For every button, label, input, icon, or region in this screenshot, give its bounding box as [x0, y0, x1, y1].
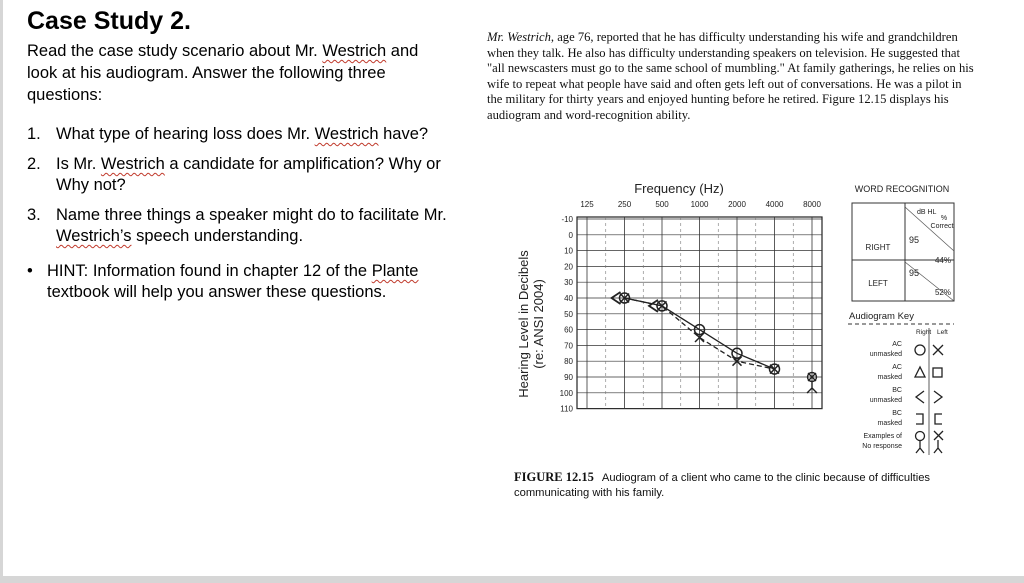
wr-left-label: LEFT — [868, 279, 888, 288]
key-right-header: Right — [916, 329, 932, 336]
hint-text: • HINT: Information found in chapter 12 of the Plante textbook will help you answer these questions. — [27, 262, 419, 301]
word-recognition-panel — [852, 184, 954, 301]
instructions-panel — [27, 6, 447, 303]
x-tick-label: 4000 — [765, 200, 784, 209]
wr-right-db: 95 — [909, 235, 920, 245]
slide-bottom-border — [0, 576, 1024, 583]
y-tick-label: 50 — [564, 309, 573, 319]
x-tick-label: 125 — [580, 200, 594, 209]
page-title: Case Study 2. — [27, 7, 191, 35]
figure-caption-text: Audiogram of a client who came to the clinic because of difficulties communicating with his family. — [514, 472, 931, 499]
y-axis-label: Hearing Level in Decibels — [516, 250, 531, 398]
key-left-header: Left — [937, 329, 948, 336]
key-row-5-a: Examples of — [863, 433, 902, 440]
client-name: Mr. Westrich — [487, 30, 551, 44]
case-scenario-text: Mr. Westrich, age 76, reported that he has difficulty understanding his wife and grandchildren when they talk. He also has difficulty understanding speakers on television. He suggested that "all newscasters must go to the same school of mumbling." At family gatherings, he relies on his wife to repeat what people have said and often gets left out of conversations. He was a pilot in the military for thirty years and enjoyed hunting before he retired. Figure 12.15 displays his audiogram and word-recognition ability. — [487, 30, 974, 122]
x-tick-label: 2000 — [728, 200, 746, 209]
x-tick-label: 500 — [655, 200, 669, 209]
key-right-ac-circle-icon — [915, 345, 925, 355]
wr-right-pct: 44% — [934, 256, 951, 265]
key-row-2-b: masked — [877, 374, 902, 381]
y-tick-label: 70 — [564, 341, 573, 351]
audiogram-key — [848, 311, 954, 455]
question-3: 3. Name three things a speaker might do to facilitate Mr. Westrich’s speech understanding. — [27, 206, 447, 245]
question-list — [27, 124, 447, 247]
y-tick-label: 40 — [564, 294, 573, 303]
key-noresp-left-arrow-icon — [934, 431, 943, 453]
wr-pct-symbol: % — [940, 215, 948, 222]
key-noresp-circle-icon — [916, 432, 925, 441]
key-noresp-right-arrow-icon — [916, 441, 924, 453]
y-tick-label: 90 — [564, 373, 573, 382]
key-right-masked-triangle-icon — [915, 367, 925, 377]
y-tick-label: -10 — [561, 215, 573, 224]
key-row-1-b: unmasked — [869, 351, 902, 358]
x-tick-label: 1000 — [690, 200, 709, 209]
key-row-1-a: AC — [892, 341, 902, 348]
key-left-bc-masked-icon — [935, 414, 942, 424]
question-2: 2. Is Mr. Westrich a candidate for amplification? Why or Why not? — [27, 155, 441, 194]
x-tick-label: 8000 — [803, 200, 821, 209]
key-row-5-b: No response — [862, 443, 902, 450]
y-tick-label: 10 — [564, 246, 573, 256]
key-row-4-b: masked — [877, 420, 902, 427]
intro-text: Read the case study scenario about Mr. Westrich and look at his audiogram. Answer the following three questions: — [27, 42, 419, 104]
chart-title: Frequency (Hz) — [634, 181, 724, 196]
figure-caption — [514, 470, 984, 501]
key-right-bc-bracket-icon — [916, 391, 924, 403]
y-axis-sublabel: (re: ANSI 2004) — [531, 279, 546, 369]
name-spell-flag: Westrich — [322, 42, 387, 60]
y-tick-label: 100 — [559, 388, 573, 398]
y-tick-label: 110 — [560, 404, 573, 414]
key-left-bc-bracket-icon — [934, 391, 942, 403]
key-row-3-a: BC — [892, 387, 902, 394]
x-tick-label: 250 — [617, 200, 632, 209]
key-row-4-a: BC — [892, 410, 902, 417]
key-title: Audiogram Key — [849, 311, 914, 322]
wr-left-pct: 52% — [934, 288, 951, 297]
key-right-bc-masked-icon — [916, 414, 923, 424]
y-tick-label: 20 — [564, 262, 573, 272]
wr-pct-header: Correct — [930, 223, 954, 230]
wr-right-label: RIGHT — [865, 243, 891, 252]
audiogram-marks — [612, 292, 818, 393]
word-recognition-title: WORD RECOGNITION — [854, 184, 950, 194]
key-row-2-a: AC — [892, 364, 902, 371]
y-tick-label: 60 — [564, 325, 573, 335]
key-row-3-b: unmasked — [869, 397, 902, 404]
figure-label: FIGURE 12.15 — [514, 470, 594, 484]
y-tick-label: 30 — [564, 278, 573, 288]
question-1: 1. What type of hearing loss does Mr. Westrich have? — [27, 125, 429, 143]
wr-db-header: dB HL — [917, 209, 937, 216]
key-left-masked-square-icon — [933, 368, 942, 377]
audiogram-figure — [512, 176, 972, 468]
key-left-ac-x-icon — [933, 345, 943, 355]
audiogram-grid — [560, 200, 822, 414]
wr-left-db: 95 — [909, 268, 920, 278]
y-tick-label: 0 — [568, 230, 573, 240]
y-tick-label: 80 — [564, 357, 573, 367]
slide-left-border — [0, 0, 3, 583]
